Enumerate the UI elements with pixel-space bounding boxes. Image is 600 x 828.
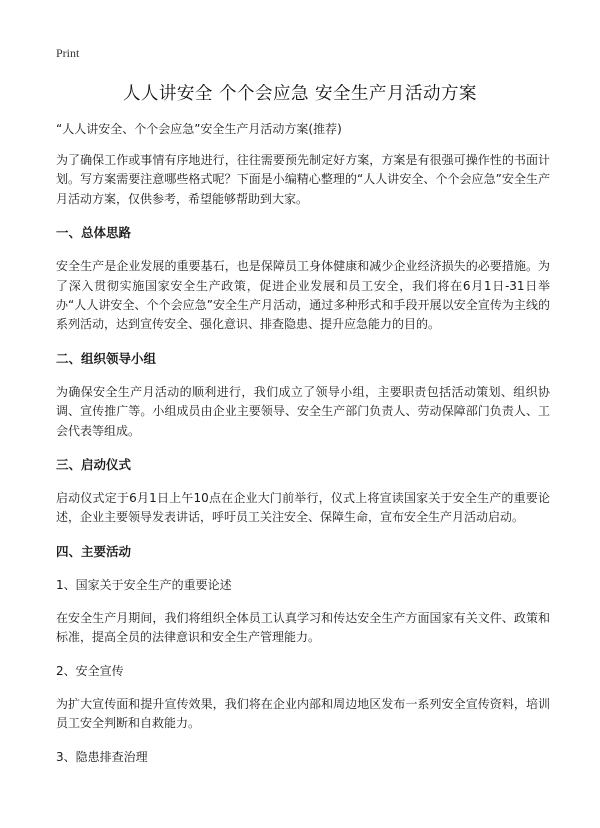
- section-body-overall-approach: 安全生产是企业发展的重要基石，也是保障员工身体健康和减少企业经济损失的必要措施。为了深入贯彻实施国家安全生产政策，促进企业发展和员工安全，我们将在6月1日-31日举办“人人讲安全、个个会应急”安全生产月活动，通过多种形式和手段开展以安全宣传为主线的系列活动，达到宣传安全、强化意识、排查隐患、提升应急能力的目的。: [56, 259, 550, 332]
- activity-body-national-statements: 在安全生产月期间，我们将组织全体员工认真学习和传达安全生产方面国家有关文件、政策和标准，提高全员的法律意识和安全生产管理能力。: [56, 610, 550, 645]
- document-body: [56, 121, 550, 781]
- section-body-launch-ceremony: 启动仪式定于6月1日上午10点在企业大门前举行，仪式上将宣读国家关于安全生产的重要论述，企业主要领导发表讲话，呼吁员工关注安全、保障生命，宣布安全生产月活动启动。: [56, 491, 550, 525]
- document-title: 人人讲安全 个个会应急 安全生产月活动方案: [122, 84, 478, 104]
- activity-title-hazard-inspection: 3、隐患排查治理: [56, 749, 148, 764]
- intro-paragraph: 为了确保工作或事情有序地进行，往往需要预先制定好方案，方案是有很强可操作性的书面计划。写方案需要注意哪些格式呢？下面是小编精心整理的“人人讲安全、个个会应急”安全生产月活动方案，仅供参考，希望能够帮助到大家。: [56, 153, 550, 206]
- section-heading-main-activities: 四、主要活动: [56, 543, 132, 559]
- section-body-leadership-group: 为确保安全生产月活动的顺利进行，我们成立了领导小组，主要职责包括活动策划、组织协调、宣传推广等。小组成员由企业主要领导、安全生产部门负责人、劳动保障部门负责人、工会代表等组成。: [56, 384, 550, 438]
- print-label: Print: [56, 46, 80, 60]
- activity-title-safety-publicity: 2、安全宣传: [56, 663, 124, 678]
- section-heading-overall-approach: 一、总体思路: [56, 225, 132, 241]
- activity-body-safety-publicity: 为扩大宣传面和提升宣传效果，我们将在企业内部和周边地区发布一系列安全宣传资料，培训员工安全判断和自救能力。: [56, 696, 550, 731]
- document-subtitle: “人人讲安全、个个会应急”安全生产月活动方案(推荐): [56, 122, 342, 136]
- activity-title-national-statements: 1、国家关于安全生产的重要论述: [56, 577, 232, 592]
- section-heading-launch-ceremony: 三、启动仪式: [56, 457, 132, 473]
- section-heading-leadership-group: 二、组织领导小组: [56, 350, 157, 366]
